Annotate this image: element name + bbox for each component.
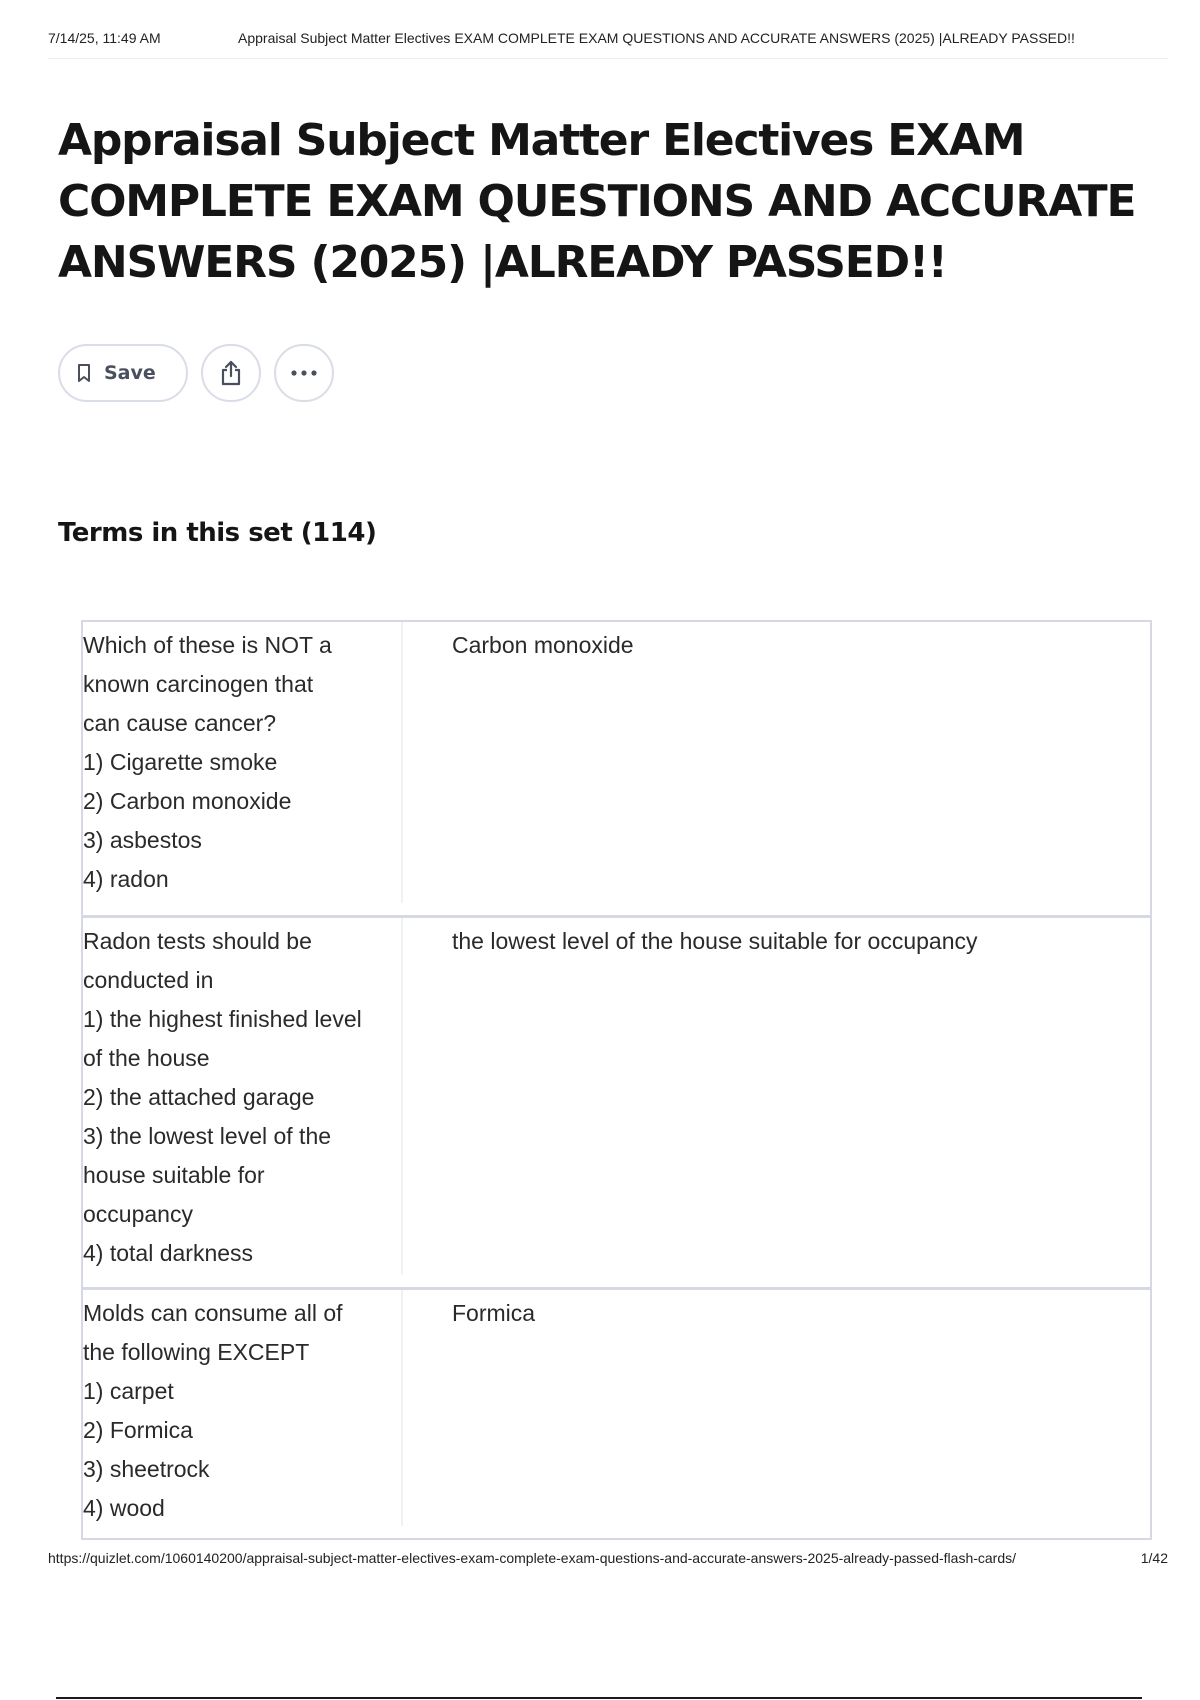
header-divider bbox=[48, 58, 1168, 59]
print-datetime: 7/14/25, 11:49 AM bbox=[48, 30, 161, 46]
terms-table bbox=[81, 620, 1152, 1540]
term-question: Radon tests should be conducted in 1) the highest finished level of the house 2) the attached garage 3) the lowest level of the house suitable for occupancy 4) total darkness bbox=[83, 928, 362, 1266]
bookmark-icon bbox=[76, 363, 92, 383]
terms-section-heading: Terms in this set (114) bbox=[58, 518, 377, 548]
print-footer bbox=[48, 1550, 1168, 1570]
term-row bbox=[83, 1287, 1150, 1538]
more-options-icon bbox=[289, 369, 319, 377]
share-button[interactable] bbox=[201, 344, 261, 402]
more-options-button[interactable] bbox=[274, 344, 334, 402]
term-answer: Carbon monoxide bbox=[452, 632, 634, 658]
page-url: https://quizlet.com/1060140200/appraisal-subject-matter-electives-exam-complete-exam-questions-and-accurate-answers-2025-already-passed-flash-cards/ bbox=[48, 1550, 1017, 1566]
term-row bbox=[83, 622, 1150, 915]
term-row bbox=[83, 915, 1150, 1287]
print-document-title: Appraisal Subject Matter Electives EXAM COMPLETE EXAM QUESTIONS AND ACCURATE ANSWERS (2025) |ALREADY PASSED!! bbox=[238, 30, 1075, 46]
term-question: Which of these is NOT a known carcinogen that can cause cancer? 1) Cigarette smoke 2) Carbon monoxide 3) asbestos 4) radon bbox=[83, 632, 332, 892]
save-button[interactable] bbox=[58, 344, 188, 402]
column-divider bbox=[401, 918, 403, 1275]
page-title: Appraisal Subject Matter Electives EXAM COMPLETE EXAM QUESTIONS AND ACCURATE ANSWERS (2025) |ALREADY PASSED!! bbox=[58, 115, 1136, 288]
column-divider bbox=[401, 1290, 403, 1526]
term-answer: Formica bbox=[452, 1300, 536, 1326]
column-divider bbox=[401, 622, 403, 903]
save-button-label: Save bbox=[104, 362, 156, 384]
share-icon bbox=[218, 359, 244, 387]
bottom-divider bbox=[56, 1697, 1142, 1699]
term-question: Molds can consume all of the following EXCEPT 1) carpet 2) Formica 3) sheetrock 4) wood bbox=[83, 1300, 343, 1521]
term-answer: the lowest level of the house suitable for occupancy bbox=[452, 928, 978, 954]
print-header bbox=[48, 30, 1168, 50]
page-indicator: 1/42 bbox=[1140, 1550, 1168, 1566]
